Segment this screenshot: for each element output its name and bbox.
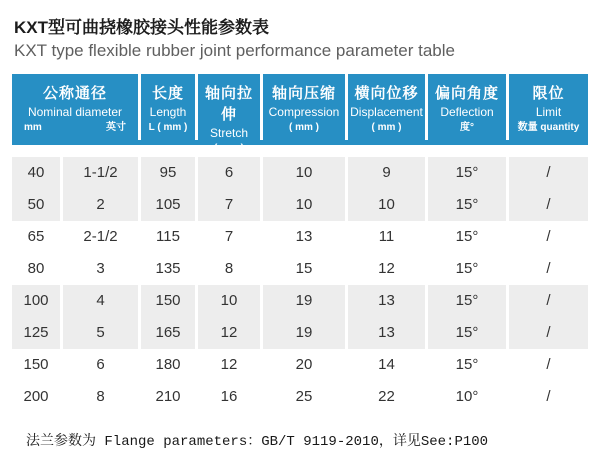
footer-note: 法兰参数为 Flange parameters：GB/T 9119-2010，详见See:P100 — [26, 434, 489, 450]
table-cell: 8 — [63, 381, 138, 413]
table-cell: 2 — [63, 189, 138, 221]
header-en-label: Deflection — [440, 105, 494, 119]
table-cell: 210 — [141, 381, 195, 413]
header-compression — [263, 74, 345, 140]
table-cell: 3 — [63, 253, 138, 285]
header-unit: ( mm ) — [371, 122, 402, 133]
table-row — [12, 285, 588, 317]
table-cell: 12 — [198, 317, 260, 349]
table-row — [12, 157, 588, 189]
header-en-label: Displacement — [350, 105, 423, 119]
table-cell: 15° — [428, 157, 506, 189]
table-cell: 19 — [263, 317, 345, 349]
header-zh-label: 长度 — [151, 85, 184, 102]
header-underline — [12, 140, 588, 145]
table-cell: 15° — [428, 349, 506, 381]
table-cell: / — [509, 317, 588, 349]
table-cell: 13 — [263, 221, 345, 253]
header-unit-inch: 英寸 — [106, 122, 126, 133]
table-body — [12, 157, 588, 413]
page-subtitle: KXT type flexible rubber joint performance parameter table — [14, 41, 455, 60]
table-cell: 2-1/2 — [63, 221, 138, 253]
table-cell: 115 — [141, 221, 195, 253]
header-stretch — [198, 74, 260, 154]
table-cell: 10 — [348, 189, 425, 221]
table-cell: 7 — [198, 221, 260, 253]
page-title: KXT型可曲挠橡胶接头性能参数表 — [14, 18, 269, 37]
table-cell: 7 — [198, 189, 260, 221]
table-cell: 150 — [141, 285, 195, 317]
table-row — [12, 349, 588, 381]
table-cell: 10° — [428, 381, 506, 413]
table-cell: 22 — [348, 381, 425, 413]
table-cell: 8 — [198, 253, 260, 285]
header-limit — [509, 74, 588, 140]
table-cell: 25 — [263, 381, 345, 413]
table-cell: 14 — [348, 349, 425, 381]
table-cell: 15° — [428, 317, 506, 349]
table-cell: / — [509, 221, 588, 253]
table-cell: 11 — [348, 221, 425, 253]
table-cell: 12 — [198, 349, 260, 381]
table-cell: 12 — [348, 253, 425, 285]
table-cell: 1-1/2 — [63, 157, 138, 189]
table-cell: 20 — [263, 349, 345, 381]
table-row — [12, 317, 588, 349]
header-zh-label: 公称通径 — [42, 85, 107, 102]
table-cell: 10 — [198, 285, 260, 317]
header-displacement — [348, 74, 425, 140]
table-cell: / — [509, 381, 588, 413]
table-row — [12, 253, 588, 285]
table-cell: 40 — [12, 157, 60, 189]
table-cell: 13 — [348, 285, 425, 317]
table-cell: 4 — [63, 285, 138, 317]
header-unit-row — [12, 120, 138, 135]
header-zh-label: 轴向压缩 — [271, 85, 336, 102]
table-row — [12, 221, 588, 253]
header-unit: L ( mm ) — [148, 122, 188, 133]
table-cell: 125 — [12, 317, 60, 349]
table-row — [12, 189, 588, 221]
table-cell: 6 — [63, 349, 138, 381]
header-unit: 数量 quantity — [517, 122, 580, 133]
header-en-label: Nominal diameter — [27, 105, 123, 119]
table-cell: / — [509, 253, 588, 285]
parameter-table — [12, 74, 588, 413]
header-zh-label: 限位 — [532, 85, 565, 102]
header-unit-mm: mm — [24, 122, 42, 133]
table-cell: 9 — [348, 157, 425, 189]
header-deflection — [428, 74, 506, 140]
table-cell: / — [509, 189, 588, 221]
table-header — [12, 74, 588, 154]
header-unit: ( mm ) — [214, 143, 244, 154]
header-en-label: Stretch — [209, 126, 248, 140]
header-unit: 度° — [460, 122, 474, 133]
table-cell: 15° — [428, 221, 506, 253]
table-cell: 200 — [12, 381, 60, 413]
table-cell: 5 — [63, 317, 138, 349]
header-nominal-diameter — [12, 74, 138, 140]
header-zh-label: 横向位移 — [354, 85, 419, 102]
table-cell: 16 — [198, 381, 260, 413]
table-cell: 165 — [141, 317, 195, 349]
table-cell: 15° — [428, 189, 506, 221]
table-cell: 6 — [198, 157, 260, 189]
table-row — [12, 381, 588, 413]
table-cell: 10 — [263, 157, 345, 189]
table-cell: 13 — [348, 317, 425, 349]
table-cell: 15 — [263, 253, 345, 285]
header-en-label: Compression — [268, 105, 340, 119]
header-zh-label: 轴向拉伸 — [204, 85, 253, 123]
table-cell: 10 — [263, 189, 345, 221]
header-length — [141, 74, 195, 140]
table-cell: 15° — [428, 285, 506, 317]
table-cell: 65 — [12, 221, 60, 253]
title-block — [0, 0, 600, 62]
table-cell: 150 — [12, 349, 60, 381]
table-cell: 50 — [12, 189, 60, 221]
table-cell: / — [509, 157, 588, 189]
table-cell: / — [509, 285, 588, 317]
table-cell: 100 — [12, 285, 60, 317]
table-cell: 105 — [141, 189, 195, 221]
header-en-label: Limit — [535, 105, 562, 119]
table-cell: 180 — [141, 349, 195, 381]
table-cell: 80 — [12, 253, 60, 285]
table-cell: / — [509, 349, 588, 381]
table-cell: 19 — [263, 285, 345, 317]
header-zh-label: 偏向角度 — [434, 85, 499, 102]
table-cell: 95 — [141, 157, 195, 189]
header-unit: ( mm ) — [289, 122, 319, 133]
table-cell: 15° — [428, 253, 506, 285]
table-cell: 135 — [141, 253, 195, 285]
header-en-label: Length — [149, 105, 187, 119]
